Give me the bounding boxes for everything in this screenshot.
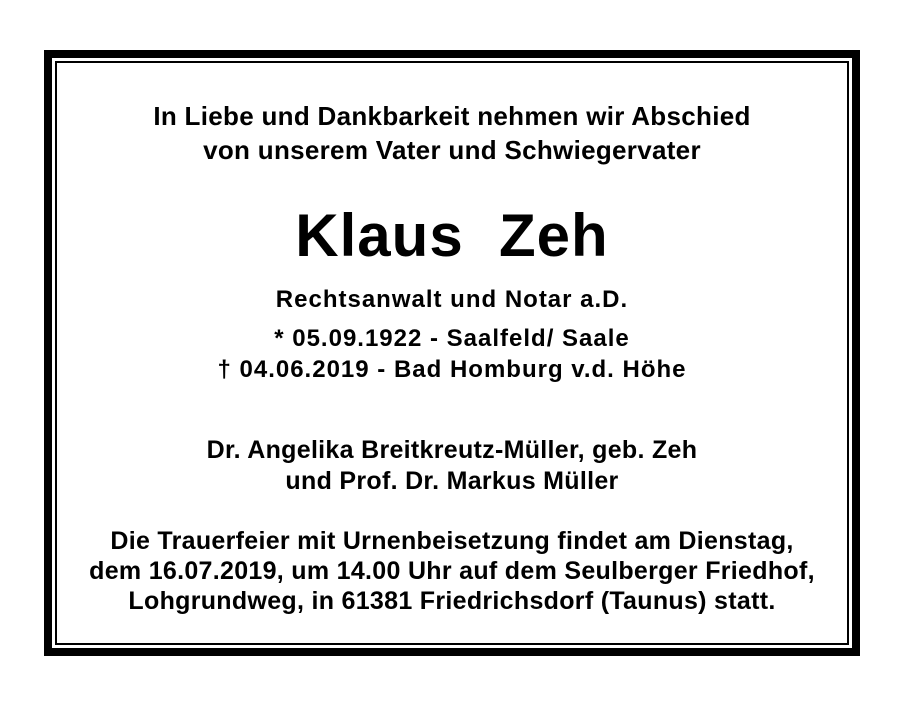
funeral-line-2: dem 16.07.2019, um 14.00 Uhr auf dem Seulberger Friedhof, [89, 557, 815, 585]
birth-date-line: * 05.09.1922 - Saalfeld/ Saale [274, 325, 630, 352]
opening-statement [57, 99, 847, 167]
funeral-line-1: Die Trauerfeier mit Urnenbeisetzung findet am Dienstag, [110, 527, 794, 555]
death-date-line: † 04.06.2019 - Bad Homburg v.d. Höhe [217, 356, 687, 383]
mourner-line-1: Dr. Angelika Breitkreutz-Müller, geb. Zeh [206, 436, 698, 464]
deceased-name: Klaus Zeh [295, 202, 609, 269]
notice-outer-border [44, 50, 860, 656]
funeral-details [57, 526, 847, 616]
funeral-line-3: Lohgrundweg, in 61381 Friedrichsdorf (Taunus) statt. [128, 587, 776, 615]
opening-line-2: von unserem Vater und Schwiegervater [203, 135, 701, 165]
opening-line-1: In Liebe und Dankbarkeit nehmen wir Abschied [153, 101, 751, 131]
life-dates [57, 323, 847, 385]
deceased-profession: Rechtsanwalt und Notar a.D. [275, 286, 629, 313]
obituary-notice [55, 61, 849, 645]
mourner-line-2: und Prof. Dr. Markus Müller [285, 467, 619, 495]
mourners-block [57, 435, 847, 497]
